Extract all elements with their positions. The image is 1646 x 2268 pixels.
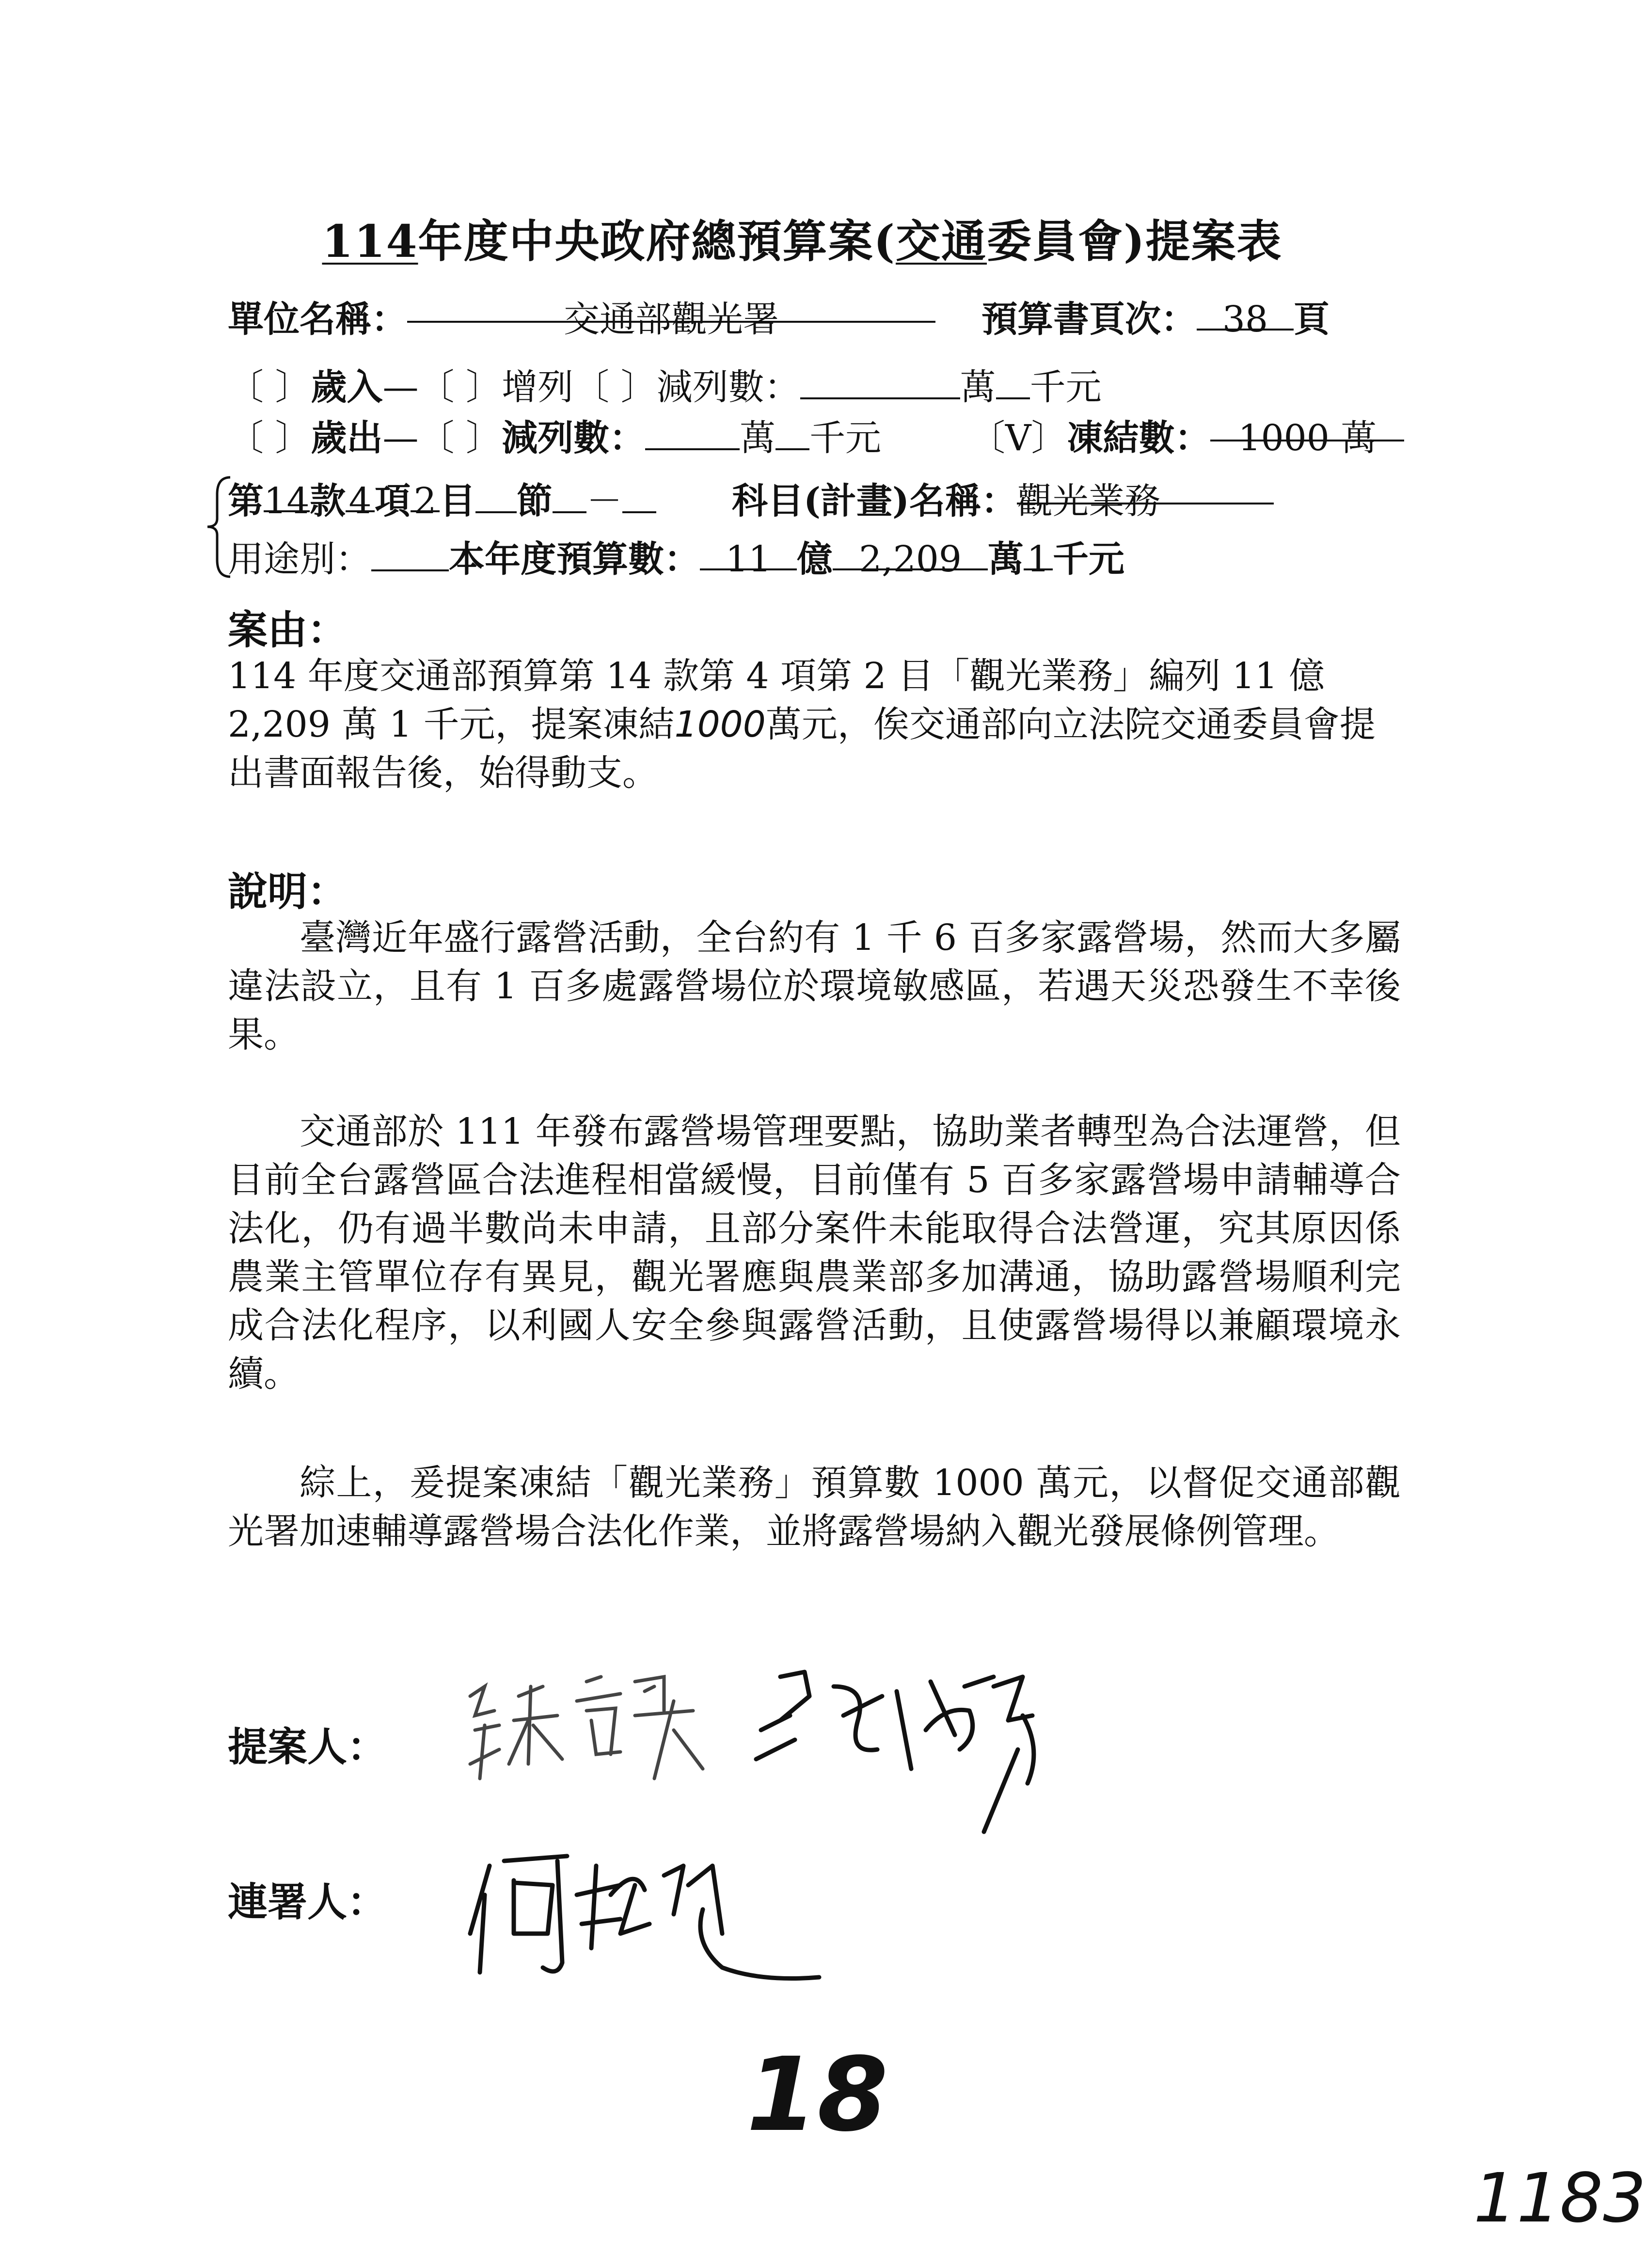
freeze-unit: 萬 [1341,417,1377,459]
revenue-decrease-checkbox: 〔 〕 [573,366,657,408]
expense-decrease-label: 減列數： [502,417,646,459]
signature-cosigner [460,1837,829,1992]
subject-value [1017,472,1274,522]
budget-wan: 萬 [988,538,1024,580]
explanation-paragraph-2: 交通部於 111 年發布露營場管理要點，協助業者轉型為合法運營，但目前全台露營區合法進程相當緩慢，目前僅有 5 百多家露營場申請輔導合法化，仍有過半數尚未申請，且部分案件未能取得合法營運，究其原因係農業主管單位存有異見，觀光署應與農業部多加溝通，協助露營場順利完成合法化程序，以利國人安全參與露營活動，且使露營場得以兼顧環境永續。 [228,1111,1401,1395]
proposer-label: 提案人： [228,1724,387,1770]
usage-row [228,531,1124,582]
signature-proposer-1 [460,1667,722,1803]
unit-value [407,291,935,340]
reason-line-3: 出書面報告後，始得動支。 [228,752,658,794]
item-mu-no-text: 2 [413,480,437,522]
item-row [228,472,656,524]
revenue-increase-checkbox: 〔 〕 [418,366,502,408]
expense-qianyuan: 千元 [809,417,882,459]
page-ref-value [1197,299,1294,340]
item-jie: 節 [517,480,553,522]
item-sub-blank-1 [553,481,586,513]
item-kuan-no [264,480,310,522]
item-xiang: 項 [375,480,411,522]
revenue-wan: 萬 [960,366,996,408]
item-kuan-no-text: 14 [264,480,310,522]
budget-yi-value [700,538,797,580]
page-ref-row [981,291,1329,342]
reason-body [228,652,1401,797]
title-year: 114 [322,215,418,268]
budget-yi: 億 [797,538,833,580]
freeze-row [969,410,1404,461]
budget-qian-value-text: 1 [1027,538,1050,580]
explanation-heading: 說明： [228,868,348,915]
usage-blank [371,539,449,571]
item-sub-blank-2 [622,481,656,513]
budget-yi-value-text: 11 [725,538,772,580]
revenue-qian-blank [996,367,1030,399]
item-dash: － [586,480,622,522]
revenue-checkbox: 〔 〕 [228,366,311,408]
subject-label: 科目(計畫)名稱： [732,480,1017,522]
reason-heading: 案由： [228,607,348,653]
page-ref-unit: 頁 [1294,299,1329,340]
page-ref-label: 預算書頁次： [981,299,1197,340]
reason-line-2a: 2,209 萬 1 千元，提案凍結 [228,704,675,745]
reason-line-2 [228,700,1401,749]
expense-decrease-checkbox: 〔 〕 [418,417,502,459]
budget-wan-value-text: 2,209 [859,538,962,580]
freeze-checkbox: 〔V〕 [969,417,1067,459]
title-text-a: 年度中央政府總預算案( [418,215,896,268]
item-xiang-no [346,480,375,522]
item-xiang-no-text: 4 [348,480,372,522]
subject-row [732,472,1274,524]
cosigner-label: 連署人： [228,1879,387,1925]
usage-label: 用途別： [228,538,371,580]
expense-qian-blank [776,418,809,450]
reason-line-1: 114 年度交通部預算第 14 款第 4 項第 2 目「觀光業務」編列 11 億 [228,655,1325,697]
item-mu: 目 [440,480,475,522]
reason-handwritten-amount: 1000 [674,704,766,745]
revenue-increase-label: 增列 [502,366,574,408]
revenue-qianyuan: 千元 [1029,366,1102,408]
revenue-label: 歲入 [311,366,383,408]
revenue-decrease-label: 減列數： [656,366,800,408]
expense-checkbox: 〔 〕 [228,417,311,459]
signature-proposer-2 [751,1657,1052,1842]
revenue-dash: — [382,366,419,408]
item-jie-blank [475,481,517,513]
item-di: 第 [228,480,264,522]
revenue-row [228,359,1102,410]
freeze-value-text: 1000 [1238,417,1329,459]
unit-value-text: 交通部觀光署 [564,299,779,340]
budget-wan-value [833,538,988,580]
title-text-b: 委員會)提案表 [987,215,1282,268]
budget-label: 本年度預算數： [449,538,700,580]
freeze-value [1210,410,1404,459]
page-ref-value-text: 38 [1222,299,1268,340]
expense-wan-blank [645,418,740,450]
page-number: 18 [746,2035,888,2154]
reason-line-2b: 萬元，俟交通部向立法院交通委員會提 [765,704,1376,745]
item-kuan: 款 [310,480,346,522]
budget-qian: 千元 [1053,538,1124,580]
freeze-label: 凍結數： [1067,417,1211,459]
expense-wan: 萬 [740,417,776,459]
explanation-paragraph-1: 臺灣近年盛行露營活動，全台約有 1 千 6 百多家露營場，然而大多屬違法設立，且有 1 百多處露營場位於環境敏感區，若遇天災恐發生不幸後果。 [228,917,1401,1055]
expense-row [228,410,881,461]
explanation-paragraph-3: 綜上，爰提案凍結「觀光業務」預算數 1000 萬元，以督促交通部觀光署加速輔導露營場合法化作業，並將露營場納入觀光發展條例管理。 [228,1462,1401,1552]
subject-value-text: 觀光業務 [1017,480,1161,522]
unit-label: 單位名稱： [228,299,407,340]
budget-qian-value [1024,538,1053,580]
item-mu-no [411,480,440,522]
page-title [0,206,1604,270]
revenue-wan-blank [800,367,960,399]
expense-dash: — [382,417,419,459]
document-number: 1183 [1473,2159,1646,2238]
expense-label: 歲出 [311,417,383,459]
title-committee: 交通 [896,215,987,268]
unit-row [228,291,935,342]
